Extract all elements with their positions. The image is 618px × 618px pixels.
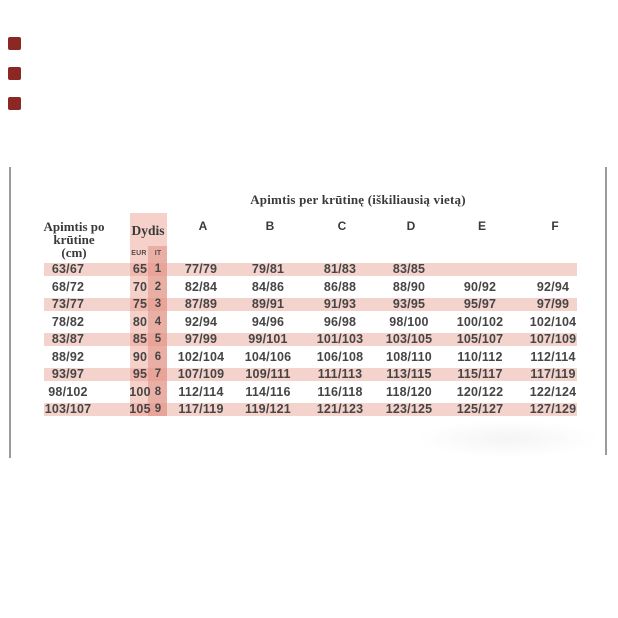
underbust-value: 78/82	[51, 314, 85, 329]
eur-size-value: 75	[132, 297, 148, 311]
cup-column-header-B: B	[265, 219, 275, 233]
cup-A-value: 92/94	[184, 314, 218, 329]
cup-C-value: 116/118	[317, 384, 363, 399]
cup-E-value: 90/92	[463, 279, 497, 294]
thumbnail-square-2[interactable]	[8, 67, 21, 80]
cup-A-value: 107/109	[177, 367, 225, 381]
cup-F-value: 112/114	[530, 349, 576, 364]
cup-C-value: 96/98	[323, 314, 357, 329]
cup-F-value: 97/99	[536, 297, 570, 311]
thumbnail-square-1[interactable]	[8, 37, 21, 50]
eur-size-value: 80	[132, 314, 148, 329]
it-size-value: 1	[154, 263, 162, 275]
it-size-value: 8	[154, 385, 162, 398]
cup-F-value: 92/94	[536, 279, 570, 294]
it-size-value: 9	[154, 403, 162, 415]
cup-column-header-E: E	[477, 219, 487, 233]
table-row	[0, 384, 618, 400]
table-row	[0, 261, 618, 277]
watermark-smudge	[415, 420, 600, 458]
table-row	[0, 366, 618, 382]
it-subheader: IT	[154, 250, 162, 257]
cup-F-value: 122/124	[529, 384, 577, 399]
cup-C-value: 81/83	[323, 262, 357, 276]
cup-A-value: 117/119	[178, 402, 224, 416]
cup-D-value: 113/115	[386, 367, 432, 381]
cup-C-value: 121/123	[316, 402, 364, 416]
it-size-value: 4	[154, 315, 162, 328]
cup-F-value: 117/119	[530, 367, 576, 381]
underbust-value: 73/77	[51, 297, 85, 311]
underbust-value: 68/72	[51, 279, 85, 294]
cup-D-value: 98/100	[389, 314, 429, 329]
cup-A-value: 82/84	[184, 279, 218, 294]
cup-E-value: 125/127	[456, 402, 504, 416]
cup-E-value: 100/102	[456, 314, 504, 329]
cup-F-value: 127/129	[529, 402, 577, 416]
cup-A-value: 112/114	[178, 384, 224, 399]
cup-B-value: 114/116	[245, 384, 291, 399]
eur-size-value: 65	[132, 262, 148, 276]
table-row	[0, 314, 618, 330]
cup-F-value: 102/104	[529, 314, 577, 329]
underbust-header-line1: Apimtis po	[43, 219, 105, 234]
cup-column-header-A: A	[198, 219, 208, 233]
cup-column-header-F: F	[551, 219, 559, 233]
cup-D-value: 118/120	[386, 384, 432, 399]
cup-A-value: 77/79	[184, 262, 218, 276]
underbust-header-line3: (cm)	[61, 245, 87, 260]
cup-E-value: 115/117	[457, 367, 503, 381]
eur-size-value: 105	[129, 402, 151, 416]
cup-A-value: 97/99	[184, 332, 218, 346]
cup-column-header-D: D	[406, 219, 416, 233]
underbust-value: 93/97	[51, 367, 85, 381]
underbust-value: 88/92	[51, 349, 85, 364]
cup-D-value: 93/95	[392, 297, 426, 311]
cup-A-value: 87/89	[184, 297, 218, 311]
it-size-value: 6	[154, 350, 162, 363]
eur-subheader: EUR	[131, 250, 147, 257]
cup-C-value: 101/103	[316, 332, 364, 346]
table-row	[0, 349, 618, 365]
table-row	[0, 401, 618, 417]
cup-B-value: 89/91	[251, 297, 285, 311]
eur-size-value: 95	[132, 367, 148, 381]
table-row	[0, 331, 618, 347]
cup-E-value: 95/97	[463, 297, 497, 311]
cup-C-value: 111/113	[317, 367, 363, 381]
eur-size-value: 85	[132, 332, 148, 346]
thumbnail-square-3[interactable]	[8, 97, 21, 110]
cup-B-value: 79/81	[251, 262, 285, 276]
cup-A-value: 102/104	[177, 349, 225, 364]
underbust-header	[43, 220, 104, 259]
cup-D-value: 103/105	[385, 332, 433, 346]
underbust-value: 98/102	[48, 384, 88, 399]
cup-D-value: 88/90	[392, 279, 426, 294]
bust-circumference-title: Apimtis per krūtinę (iškiliausią vietą)	[250, 192, 466, 207]
underbust-value: 63/67	[51, 262, 85, 276]
cup-C-value: 86/88	[323, 279, 357, 294]
cup-D-value: 83/85	[392, 262, 426, 276]
cup-E-value: 105/107	[456, 332, 504, 346]
cup-F-value: 107/109	[529, 332, 577, 346]
underbust-value: 83/87	[51, 332, 85, 346]
cup-E-value: 110/112	[457, 349, 503, 364]
cup-B-value: 94/96	[251, 314, 285, 329]
table-row	[0, 296, 618, 312]
cup-column-header-C: C	[337, 219, 347, 233]
cup-B-value: 99/101	[248, 332, 288, 346]
cup-C-value: 91/93	[323, 297, 357, 311]
it-size-value: 5	[154, 333, 162, 345]
cup-B-value: 104/106	[244, 349, 292, 364]
it-size-value: 7	[154, 368, 162, 380]
underbust-value: 103/107	[44, 402, 92, 416]
cup-C-value: 106/108	[316, 349, 364, 364]
underbust-header-line2: krūtine	[53, 232, 95, 247]
cup-D-value: 108/110	[386, 349, 432, 364]
cup-B-value: 84/86	[251, 279, 285, 294]
cup-B-value: 109/111	[245, 367, 291, 381]
it-size-value: 3	[154, 298, 162, 310]
size-header: Dydis	[131, 223, 165, 238]
it-size-value: 2	[154, 280, 162, 293]
table-row	[0, 279, 618, 295]
cup-E-value: 120/122	[456, 384, 504, 399]
cup-D-value: 123/125	[385, 402, 433, 416]
eur-size-value: 90	[132, 349, 148, 364]
eur-size-value: 70	[132, 279, 148, 294]
cup-B-value: 119/121	[245, 402, 291, 416]
eur-size-value: 100	[129, 384, 151, 399]
